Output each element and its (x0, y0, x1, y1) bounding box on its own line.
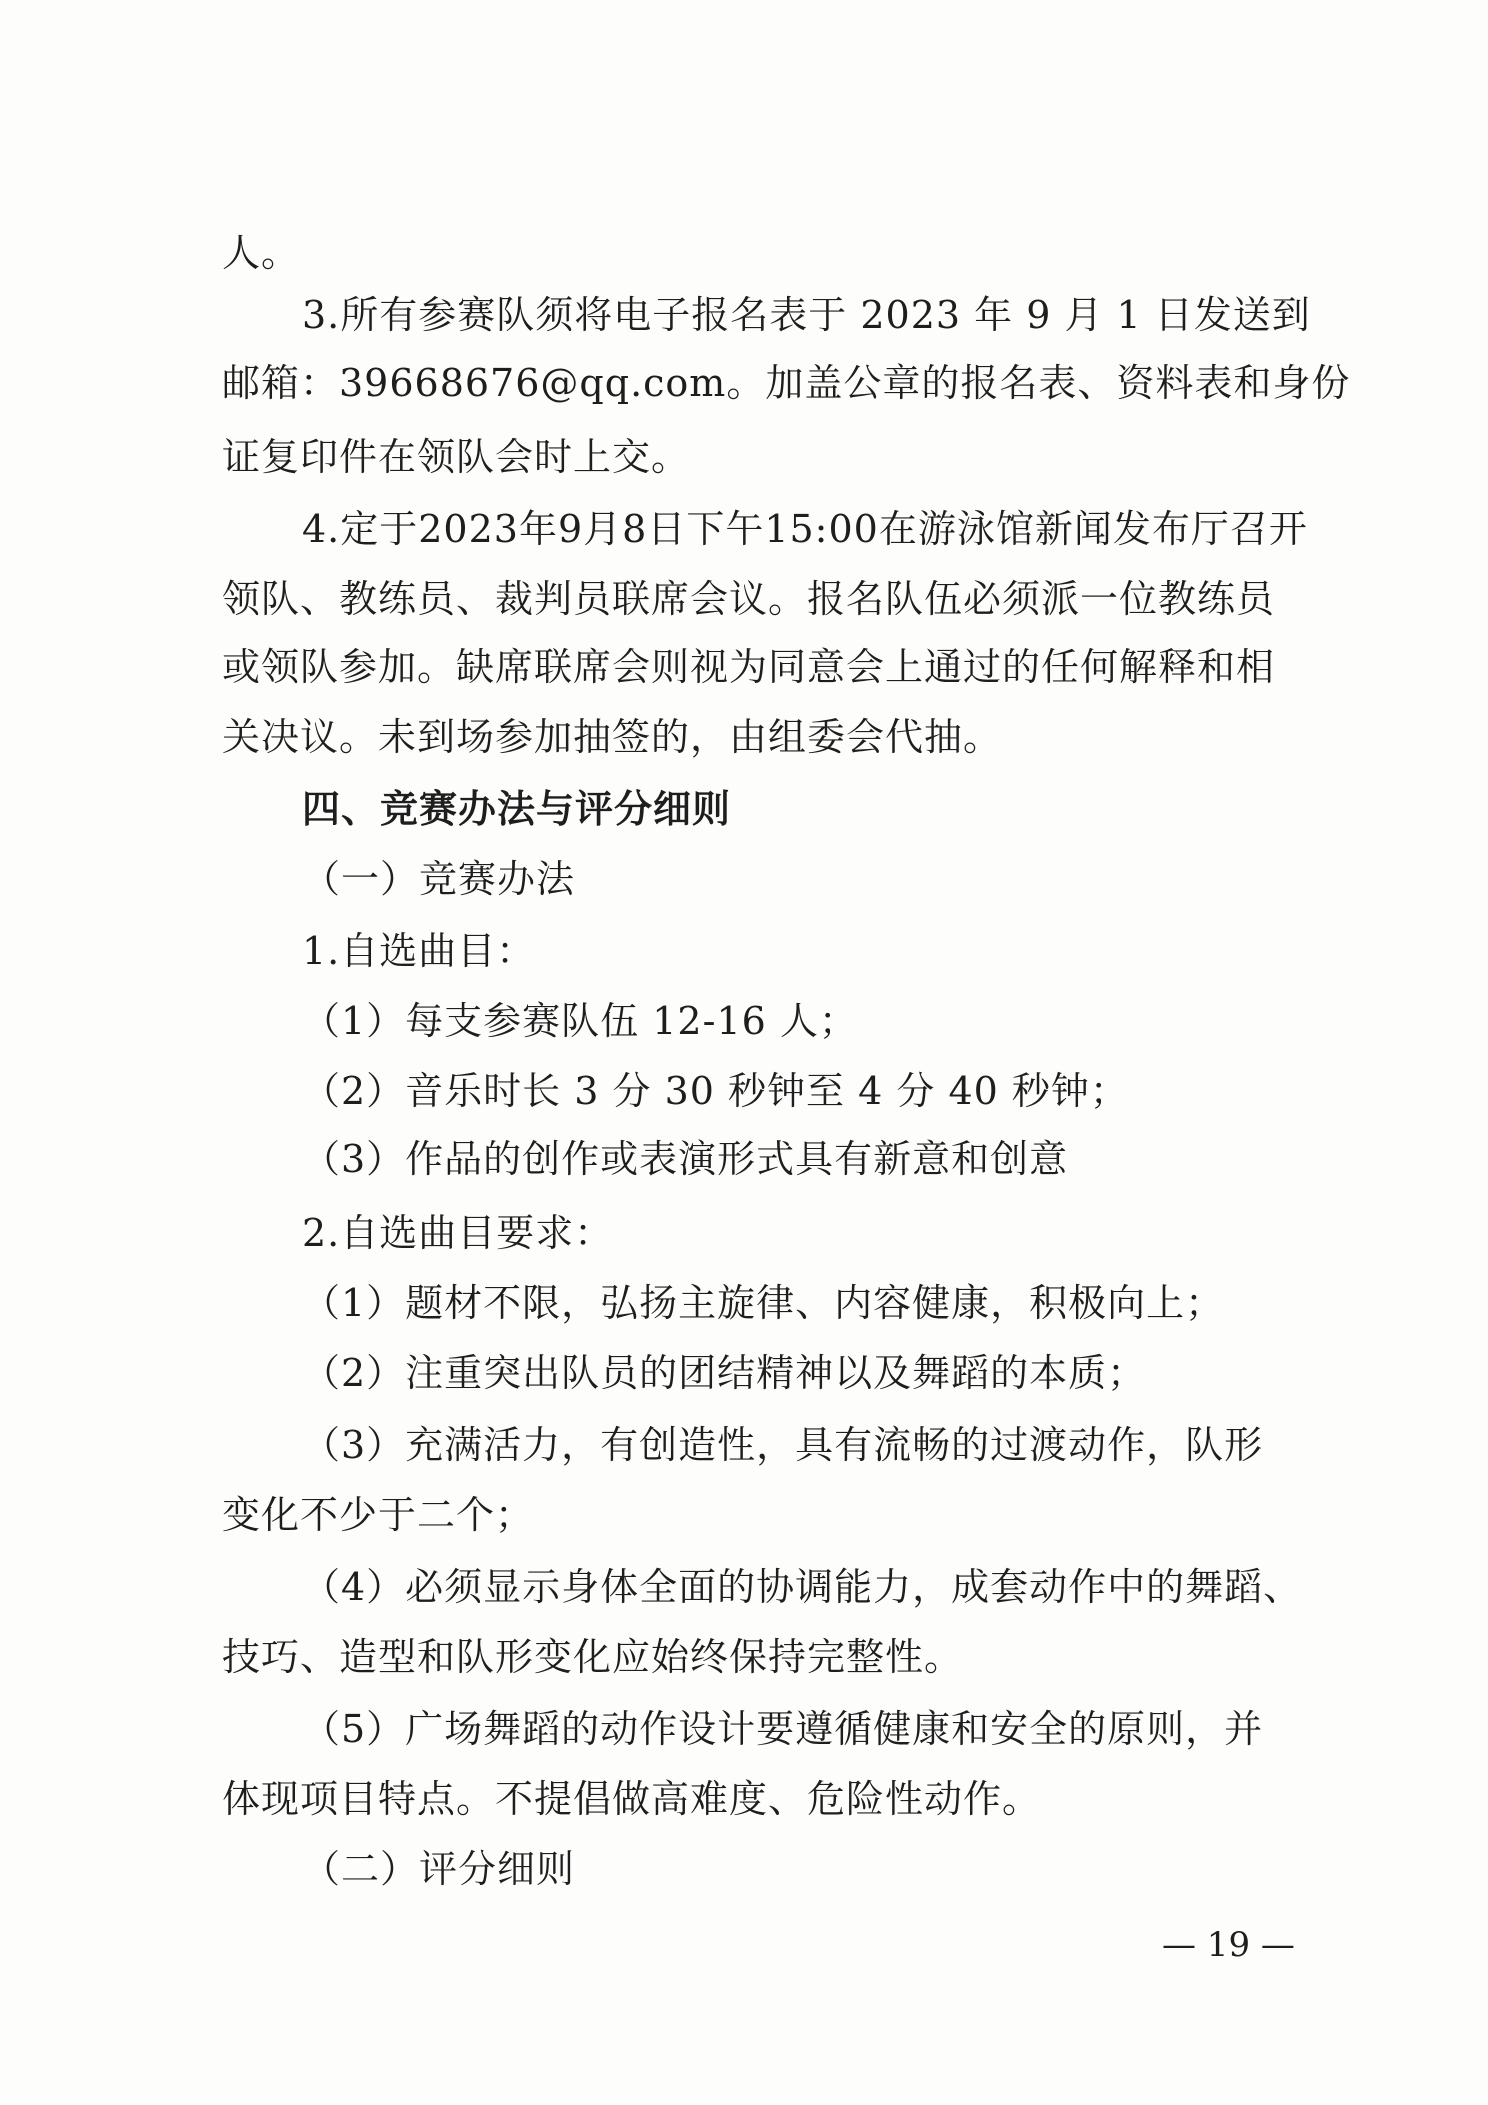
section-heading: 四、竞赛办法与评分细则 (302, 787, 732, 831)
text-line: 领队、教练员、裁判员联席会议。报名队伍必须派一位教练员 (222, 577, 1276, 621)
text-line: 1.自选曲目： (302, 929, 536, 973)
text-line: （2）音乐时长 3 分 30 秒钟至 4 分 40 秒钟； (302, 1069, 1129, 1113)
text-line: 关决议。未到场参加抽签的，由组委会代抽。 (222, 715, 1003, 759)
text-line: （2）注重突出队员的团结精神以及舞蹈的本质； (302, 1351, 1147, 1395)
page-number: — 19 — (1162, 1925, 1295, 1965)
text-line: 3.所有参赛队须将电子报名表于 2023 年 9 月 1 日发送到 (302, 293, 1311, 337)
text-line: 人。 (222, 231, 301, 275)
text-line: 技巧、造型和队形变化应始终保持完整性。 (222, 1635, 964, 1679)
text-line: 或领队参加。缺席联席会则视为同意会上通过的任何解释和相 (222, 645, 1276, 689)
text-line: 证复印件在领队会时上交。 (222, 435, 691, 479)
text-line: （5）广场舞蹈的动作设计要遵循健康和安全的原则，并 (302, 1707, 1264, 1751)
text-line: 2.自选曲目要求： (302, 1211, 614, 1255)
text-line: （3）充满活力，有创造性，具有流畅的过渡动作，队形 (302, 1423, 1264, 1467)
subsection-heading: （二）评分细则 (302, 1847, 576, 1891)
text-line: 4.定于2023年9月8日下午15:00在游泳馆新闻发布厅召开 (302, 507, 1308, 551)
text-line: 变化不少于二个； (222, 1493, 535, 1537)
text-line: （4）必须显示身体全面的协调能力，成套动作中的舞蹈、 (302, 1565, 1303, 1609)
text-line: （1）题材不限，弘扬主旋律、内容健康，积极向上； (302, 1281, 1225, 1325)
text-line: （3）作品的创作或表演形式具有新意和创意 (302, 1137, 1069, 1181)
subsection-heading: （一）竞赛办法 (302, 857, 576, 901)
text-line: 体现项目特点。不提倡做高难度、危险性动作。 (222, 1777, 1042, 1821)
text-line: 邮箱：39668676@qq.com。加盖公章的报名表、资料表和身份 (222, 361, 1351, 405)
text-line: （1）每支参赛队伍 12-16 人； (302, 999, 858, 1043)
